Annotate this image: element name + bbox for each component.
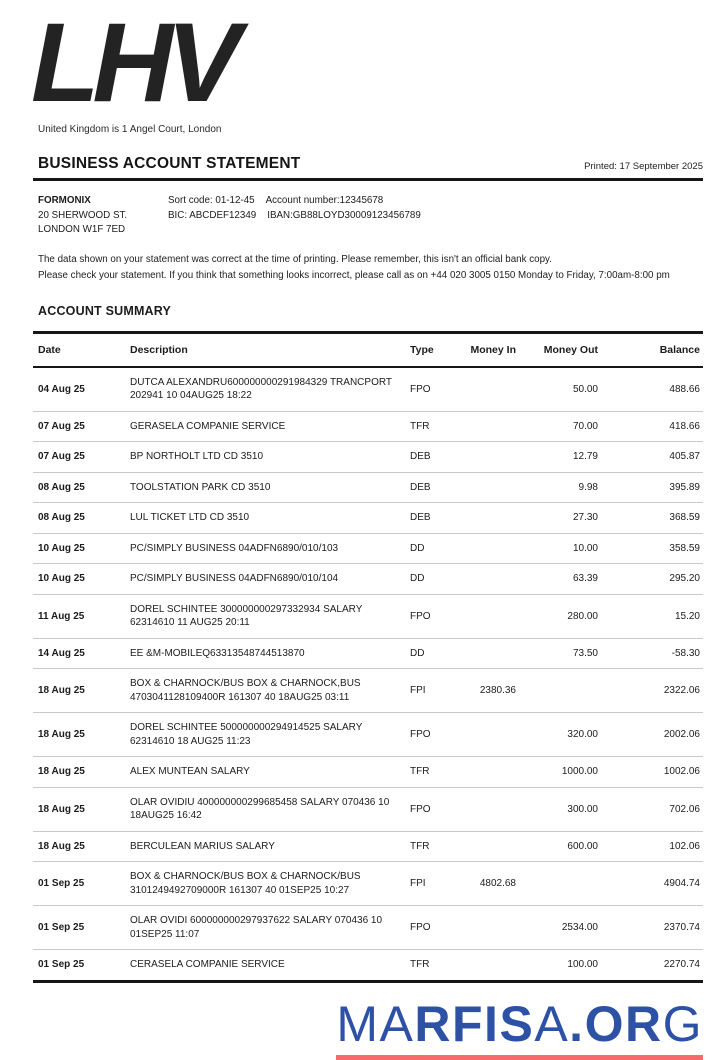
cell-date: 18 Aug 25 (38, 840, 85, 852)
cell-description: BOX & CHARNOCK/BUS BOX & CHARNOCK,BUS 4703041128109400R 161307 40 18AUG25 03:11 (130, 678, 361, 703)
table-row (33, 950, 703, 980)
cell-description: ALEX MUNTEAN SALARY (130, 766, 250, 778)
cell-type: DEB (410, 451, 431, 463)
footer (33, 995, 703, 1060)
holder-city: LONDON W1F 7ED (38, 223, 126, 235)
cell-money-out: 12.79 (572, 451, 598, 463)
cell-date: 11 Aug 25 (38, 610, 85, 622)
cell-date: 18 Aug 25 (38, 729, 85, 741)
account-holder-address (38, 194, 168, 237)
note-line: Please check your statement. If you think that something looks incorrect, please call as on +44 020 3005 0150 Monday to Friday, 7:00am-8:00 pm (38, 269, 670, 281)
cell-description: EE &M-MOBILEQ63313548744513870 (130, 647, 305, 659)
cell-money-in: 2380.36 (479, 685, 516, 697)
cell-money-out: 73.50 (572, 647, 598, 659)
cell-type: TFR (410, 766, 430, 778)
title-divider (33, 178, 703, 181)
cell-date: 18 Aug 25 (38, 685, 85, 697)
marfisa-logo-letter: S (499, 995, 535, 1052)
marfisa-logo-letter: M (336, 995, 380, 1052)
statement-table-body (33, 368, 703, 980)
table-row (33, 412, 703, 443)
bank-address: United Kingdom is 1 Angel Court, London (38, 124, 222, 136)
col-money-out: Money Out (543, 344, 598, 357)
table-header (33, 334, 703, 367)
cell-money-out: 100.00 (567, 959, 598, 971)
printed-date: Printed: 17 September 2025 (584, 161, 703, 173)
table-row (33, 757, 703, 788)
cell-date: 08 Aug 25 (38, 481, 85, 493)
cell-money-out: 50.00 (572, 383, 598, 395)
cell-type: TFR (410, 420, 430, 432)
transactions-table (33, 331, 703, 982)
cell-description: OLAR OVIDI 600000000297937622 SALARY 070436 10 01SEP25 11:07 (130, 915, 383, 940)
cell-balance: 405.87 (669, 451, 700, 463)
cell-date: 08 Aug 25 (38, 512, 85, 524)
cell-date: 07 Aug 25 (38, 420, 85, 432)
cell-type: FPO (410, 922, 431, 934)
table-row (33, 564, 703, 595)
table-row (33, 442, 703, 473)
marfisa-logo (336, 995, 703, 1052)
cell-money-in: 4802.68 (479, 878, 516, 890)
cell-date: 04 Aug 25 (38, 383, 85, 395)
cell-description: DOREL SCHINTEE 500000000294914525 SALARY 62314610 18 AUG25 11:23 (130, 722, 363, 747)
cell-type: DEB (410, 512, 431, 524)
account-number: Account number:12345678 (265, 195, 384, 207)
cell-date: 18 Aug 25 (38, 803, 85, 815)
marfisa-logo-letter: R (414, 995, 452, 1052)
table-row (33, 862, 703, 906)
cell-money-out: 27.30 (572, 512, 598, 524)
cell-type: DD (410, 573, 425, 585)
marfisa-logo-letter: I (484, 995, 500, 1052)
cell-balance: 368.59 (669, 512, 700, 524)
cell-type: FPI (410, 878, 426, 890)
page-title: BUSINESS ACCOUNT STATEMENT (38, 155, 301, 173)
cell-description: PC/SIMPLY BUSINESS 04ADFN6890/010/104 (130, 573, 339, 585)
col-type: Type (410, 344, 434, 357)
cell-balance: 2270.74 (663, 959, 700, 971)
cell-description: TOOLSTATION PARK CD 3510 (130, 481, 271, 493)
iban: IBAN:GB88LOYD30009123456789 (267, 209, 421, 221)
cell-date: 01 Sep 25 (38, 922, 85, 934)
table-row (33, 595, 703, 639)
cell-type: FPO (410, 610, 431, 622)
account-summary-heading: ACCOUNT SUMMARY (38, 304, 172, 319)
table-row (33, 788, 703, 832)
table-row (33, 503, 703, 534)
bic: BIC: ABCDEF12349 (168, 209, 257, 221)
cell-type: FPO (410, 803, 431, 815)
marfisa-logo-letter: F (452, 995, 485, 1052)
cell-type: TFR (410, 840, 430, 852)
sort-code-line (168, 194, 421, 208)
cell-money-out: 9.98 (578, 481, 598, 493)
marfisa-brand (336, 995, 703, 1060)
col-balance: Balance (659, 344, 700, 357)
cell-type: DD (410, 647, 425, 659)
cell-balance: 102.06 (669, 840, 700, 852)
lhv-logo: LHV (31, 0, 234, 125)
cell-date: 18 Aug 25 (38, 766, 85, 778)
table-row (33, 639, 703, 670)
cell-balance: -58.30 (671, 647, 700, 659)
cell-balance: 4904.74 (663, 878, 700, 890)
cell-balance: 2370.74 (663, 922, 700, 934)
cell-description: LUL TICKET LTD CD 3510 (130, 512, 250, 524)
cell-description: BP NORTHOLT LTD CD 3510 (130, 451, 264, 463)
cell-type: FPI (410, 685, 426, 697)
account-numbers (168, 194, 421, 237)
table-row (33, 832, 703, 863)
cell-description: DUTCA ALEXANDRU600000000291984329 TRANCPORT 202941 10 04AUG25 18:22 (130, 376, 392, 402)
table-row (33, 473, 703, 504)
statement-notes (38, 252, 703, 283)
table-row (33, 368, 703, 412)
cell-balance: 488.66 (669, 383, 700, 395)
cell-money-out: 600.00 (567, 840, 598, 852)
account-info (38, 194, 703, 237)
cell-money-out: 280.00 (567, 610, 598, 622)
cell-money-out: 1000.00 (561, 766, 598, 778)
cell-money-out: 63.39 (572, 573, 598, 585)
cell-balance: 2322.06 (663, 685, 700, 697)
cell-balance: 395.89 (669, 481, 700, 493)
table-row (33, 713, 703, 757)
cell-money-out: 2534.00 (561, 922, 598, 934)
cell-description: BERCULEAN MARIUS SALARY (130, 840, 275, 852)
cell-description: GERASELA COMPANIE SERVICE (130, 420, 286, 432)
cell-description: OLAR OVIDIU 400000000299685458 SALARY 070436 10 18AUG25 16:42 (130, 796, 390, 822)
cell-date: 10 Aug 25 (38, 542, 85, 554)
cell-balance: 2002.06 (663, 729, 700, 741)
marfisa-logo-letter: G (662, 995, 703, 1052)
cell-type: TFR (410, 959, 430, 971)
cell-money-out: 300.00 (567, 803, 598, 815)
cell-date: 07 Aug 25 (38, 451, 85, 463)
note-line: The data shown on your statement was correct at the time of printing. Please remember, this isn't an official bank copy. (38, 254, 552, 265)
col-money-in: Money In (470, 344, 516, 357)
cell-description: PC/SIMPLY BUSINESS 04ADFN6890/010/103 (130, 542, 339, 554)
cell-type: DEB (410, 481, 431, 493)
marfisa-logo-letter: O (584, 995, 625, 1052)
table-row (33, 534, 703, 565)
title-row (33, 155, 703, 178)
cell-money-out: 320.00 (567, 729, 598, 741)
cell-date: 01 Sep 25 (38, 959, 85, 971)
cell-balance: 15.20 (674, 610, 700, 622)
cell-description: BOX & CHARNOCK/BUS BOX & CHARNOCK/BUS 3101249492709000R 161307 40 01SEP25 10:27 (130, 871, 361, 896)
cell-balance: 702.06 (669, 803, 700, 815)
holder-name: FORMONIX (38, 195, 91, 207)
cell-money-out: 10.00 (572, 542, 598, 554)
marfisa-underline (336, 1055, 703, 1060)
marfisa-logo-letter: A (534, 995, 570, 1052)
cell-balance: 358.59 (669, 542, 700, 554)
cell-description: CERASELA COMPANIE SERVICE (130, 959, 285, 971)
marfisa-logo-letter: A (379, 995, 415, 1052)
sort-code: Sort code: 01-12-45 (168, 195, 255, 207)
marfisa-logo-letter: . (569, 995, 585, 1052)
cell-type: FPO (410, 383, 431, 395)
cell-balance: 1002.06 (663, 766, 700, 778)
cell-type: FPO (410, 729, 431, 741)
cell-description: DOREL SCHINTEE 300000000297332934 SALARY 62314610 11 AUG25 20:11 (130, 603, 363, 629)
cell-date: 14 Aug 25 (38, 647, 85, 659)
table-row (33, 906, 703, 950)
cell-type: DD (410, 542, 425, 554)
cell-balance: 295.20 (669, 573, 700, 585)
table-row (33, 669, 703, 713)
cell-balance: 418.66 (669, 420, 700, 432)
holder-street: 20 SHERWOOD ST. (38, 209, 128, 221)
col-description: Description (130, 344, 188, 357)
bic-iban-line (168, 209, 421, 223)
cell-date: 10 Aug 25 (38, 573, 85, 585)
col-date: Date (38, 344, 61, 357)
cell-money-out: 70.00 (572, 420, 598, 432)
cell-date: 01 Sep 25 (38, 878, 85, 890)
marfisa-logo-letter: R (624, 995, 663, 1052)
